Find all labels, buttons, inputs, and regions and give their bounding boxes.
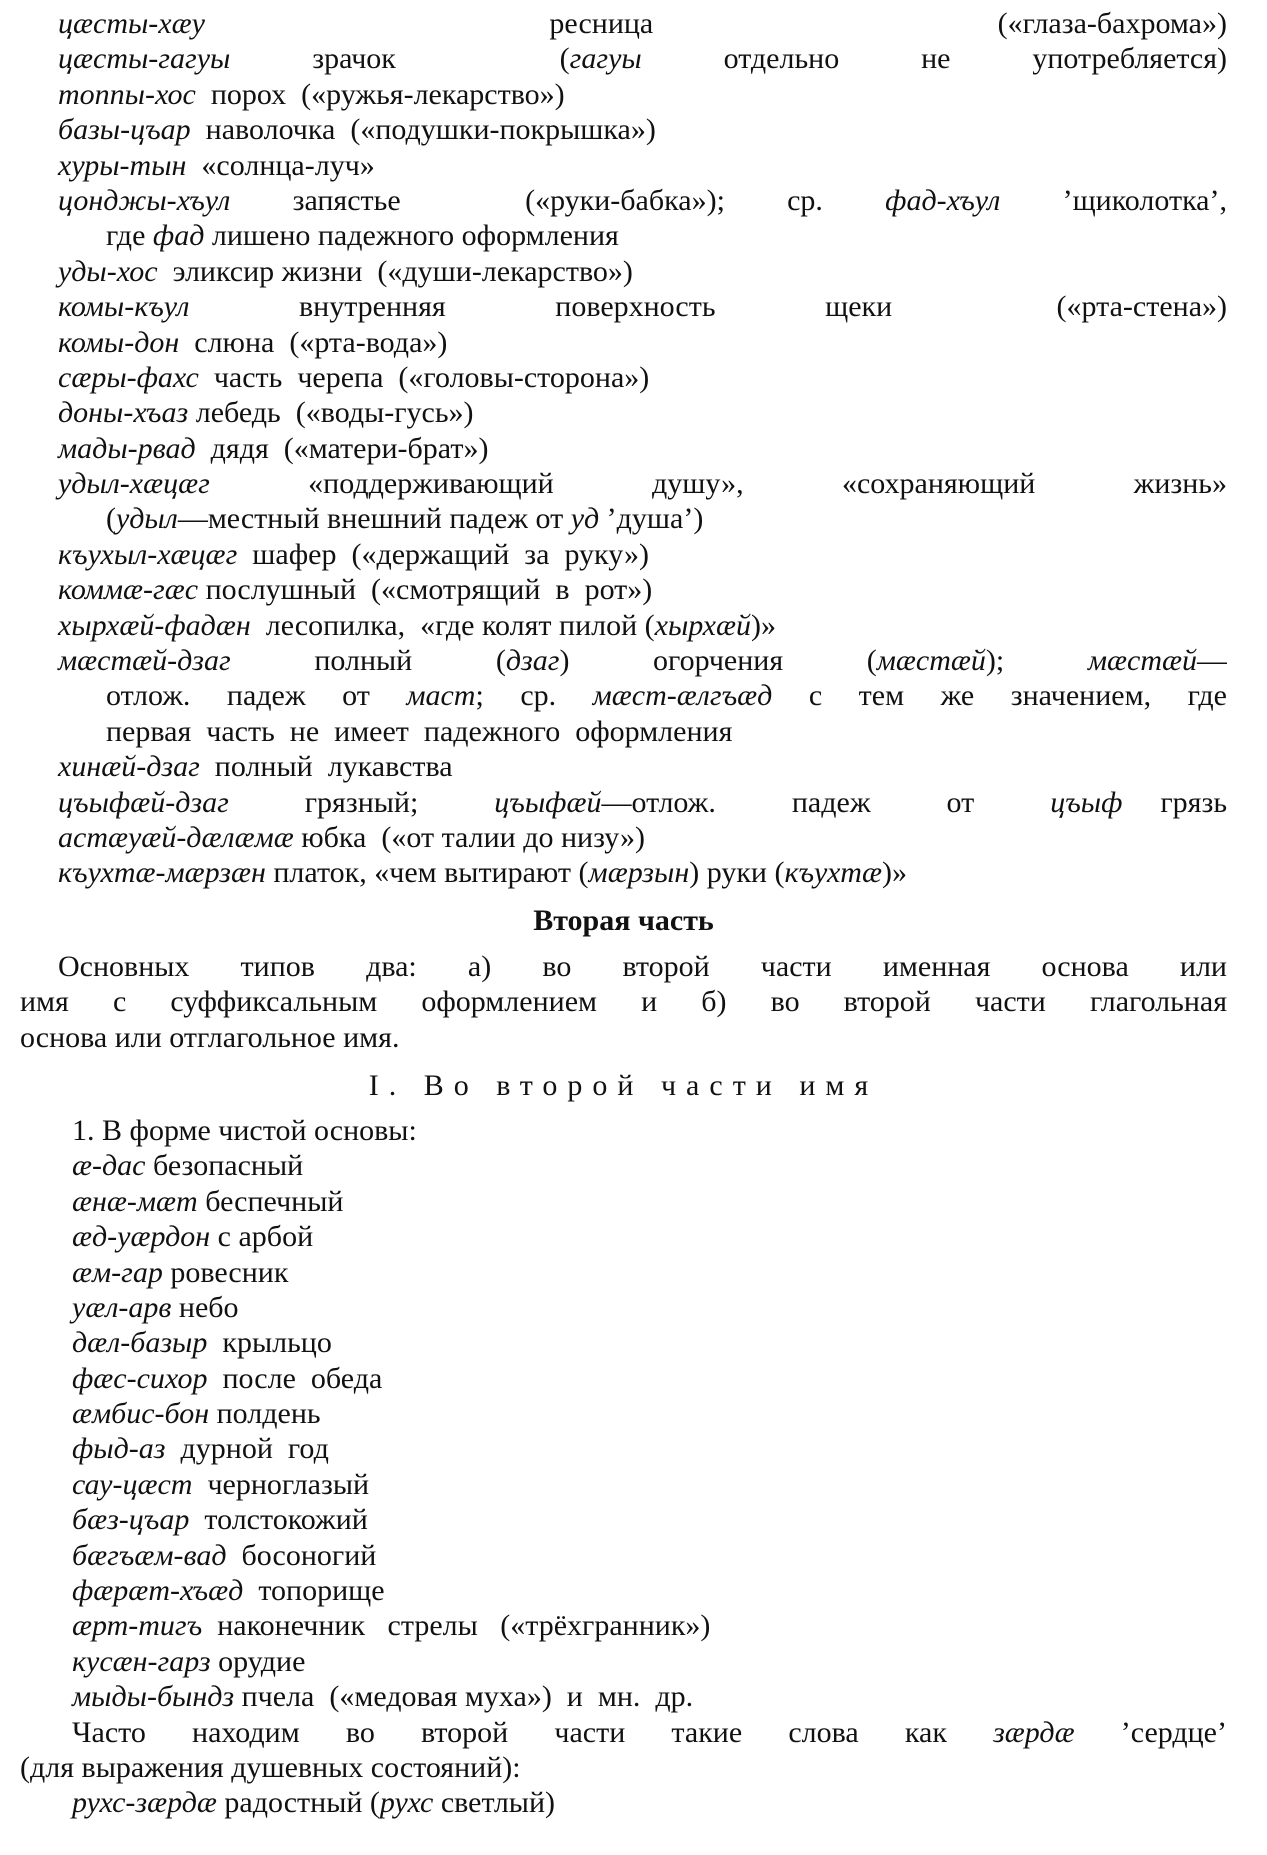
entry-term: æм-гар	[72, 1255, 163, 1289]
paragraph-line: (для выражения душевных состояний):	[20, 1750, 521, 1784]
entry-term: рухс-зæрдæ	[72, 1786, 217, 1820]
dictionary-entry	[20, 41, 1227, 76]
entry-gloss: дурной год	[165, 1432, 329, 1466]
entry-term: æрт-тигъ	[72, 1609, 203, 1643]
dictionary-entry	[20, 183, 1227, 218]
entry-gloss: грязный;	[228, 785, 495, 819]
entry-term: цæсты-хæу	[58, 7, 205, 40]
entry-term: фæрæт-хъæд	[72, 1574, 244, 1608]
entry-term: мæстæй-дзаг	[58, 644, 231, 678]
entry-term: топпы-хос	[58, 77, 196, 111]
dictionary-entry	[20, 254, 1227, 289]
entry-gloss: порох («ружья-лекарство»)	[195, 77, 565, 111]
entry-term: уæл-арв	[72, 1290, 172, 1324]
entry-gloss: —	[1197, 644, 1227, 678]
entry-gloss: наволочка («подушки-покрышка»)	[190, 113, 656, 147]
entry-term: зæрдæ	[993, 1715, 1075, 1749]
entry-gloss: босоногий	[226, 1538, 377, 1572]
entry-gloss: лебедь («воды-гусь»)	[188, 396, 474, 430]
list-item	[20, 1148, 1227, 1183]
list-item	[20, 1608, 1227, 1643]
entry-term: бæгъæм-вад	[72, 1538, 227, 1572]
entry-gloss: лесопилка, «где колят пилой (	[250, 608, 655, 642]
list-item	[20, 1255, 1227, 1290]
entry-gloss: полдень	[209, 1397, 321, 1431]
entry-term: къухтæ	[784, 856, 882, 890]
entry-gloss: после обеда	[207, 1361, 383, 1395]
entry-continuation	[20, 218, 1227, 253]
list-item	[20, 1361, 1227, 1396]
continuation-text: первая часть не имеет падежного оформления	[106, 714, 733, 748]
entry-term: цъыфæй	[494, 785, 602, 819]
list-item	[20, 1325, 1227, 1360]
list-item	[20, 1184, 1227, 1219]
entry-term: базы-цъар	[58, 113, 191, 147]
dictionary-entry	[20, 608, 1227, 643]
entry-gloss: «солнца-луч»	[186, 148, 375, 182]
entry-gloss: ) руки (	[689, 856, 785, 890]
dictionary-entry	[20, 6, 1227, 41]
list-intro: 1. В форме чистой основы:	[72, 1113, 417, 1147]
entry-gloss: юбка («от талии до низу»)	[293, 820, 646, 854]
subsection-heading: I. Во второй части имя	[368, 1068, 879, 1102]
continuation-text: лишено падежного оформления	[204, 219, 619, 253]
entry-gloss: )»	[881, 856, 907, 890]
continuation-text: с тем же значением, где	[772, 679, 1227, 713]
paragraph-text: ’сердце’	[1074, 1715, 1227, 1749]
continuation-text: —местный внешний падеж от	[177, 502, 571, 536]
entry-gloss: небо	[171, 1290, 239, 1324]
dictionary-entry	[20, 537, 1227, 572]
entry-term: къухтæ-мæрзæн	[58, 856, 266, 890]
dictionary-entry	[20, 572, 1227, 607]
entry-term: æнæ-мæт	[72, 1184, 198, 1218]
list-item	[20, 1396, 1227, 1431]
entry-term: хырхæй-фадæн	[58, 608, 251, 642]
entry-term: комы-къул	[58, 290, 190, 324]
continuation-text: (	[106, 502, 116, 536]
entry-gloss: с арбой	[210, 1220, 314, 1254]
paragraph-line: основа или отглагольное имя.	[20, 1020, 400, 1054]
entry-gloss: дядя («матери-брат»)	[195, 431, 489, 465]
entry-gloss: беспечный	[197, 1184, 344, 1218]
paragraph-line: Основных типов два: а) во второй части именная основа или	[58, 949, 1227, 983]
entry-term: сæры-фахс	[58, 360, 199, 394]
entry-term: фыд-аз	[72, 1432, 166, 1466]
entry-term: фæс-сихор	[72, 1361, 208, 1395]
entry-term: комы-дон	[58, 325, 180, 359]
entry-gloss: ) огорчения (	[559, 644, 877, 678]
dictionary-entry	[20, 360, 1227, 395]
dictionary-entry	[20, 112, 1227, 147]
entry-gloss: черноглазый	[192, 1467, 370, 1501]
entry-gloss: крыльцо	[207, 1326, 332, 1360]
continuation-text: ; ср.	[475, 679, 593, 713]
entry-continuation	[20, 501, 1227, 536]
list-item	[20, 1644, 1227, 1679]
entry-term: сау-цæст	[72, 1467, 193, 1501]
entry-gloss: эликсир жизни («души-лекарство»)	[157, 254, 633, 288]
entry-gloss: платок, «чем вытирают (	[265, 856, 589, 890]
entry-term: хырхæй	[654, 608, 751, 642]
entry-gloss: запястье («руки-бабка»); ср.	[230, 183, 886, 217]
list-item	[20, 1679, 1227, 1714]
entry-term: мыды-бындз	[72, 1680, 235, 1714]
entry-term: кусæн-гарз	[72, 1644, 211, 1678]
entry-term: дæл-базыр	[72, 1326, 208, 1360]
entry-term: мæрзын	[588, 856, 690, 890]
entry-term: уд	[570, 502, 600, 536]
entry-term: фад	[152, 219, 205, 253]
entry-gloss: толстокожий	[189, 1503, 368, 1537]
entry-term: рухс	[379, 1786, 434, 1820]
entry-term: астæуæй-дæлæмæ	[58, 820, 294, 854]
list-item	[20, 1502, 1227, 1537]
entry-term: æмбис-бон	[72, 1397, 210, 1431]
entry-term: къухыл-хæцæг	[58, 537, 238, 571]
dictionary-entry	[20, 148, 1227, 183]
entry-term: бæз-цъар	[72, 1503, 190, 1537]
entry-term: мæст-æлгъæд	[592, 679, 773, 713]
entry-gloss: внутренняя поверхность щеки («рта-стена»)	[189, 290, 1227, 324]
entry-term: хуры-тын	[58, 148, 187, 182]
entry-term: мады-рвад	[58, 431, 196, 465]
entry-term: мæстæй	[1087, 644, 1198, 678]
continuation-text: отлож. падеж от	[106, 679, 407, 713]
entry-gloss: шафер («держащий за руку»)	[237, 537, 649, 571]
entry-term: коммæ-гæс	[58, 573, 199, 607]
entry-gloss: «поддерживающий душу», «сохраняющий жизнь»	[209, 467, 1227, 501]
list-item	[20, 1219, 1227, 1254]
entry-term: фад-хъул	[885, 183, 1001, 217]
entry-gloss: грязь	[1122, 785, 1227, 819]
list-item	[20, 1538, 1227, 1573]
entry-gloss: орудие	[210, 1644, 306, 1678]
entry-term: цæсты-гагуы	[58, 42, 231, 76]
entry-term: дзаг	[505, 644, 560, 678]
dictionary-entry	[20, 643, 1227, 678]
continuation-text: где	[106, 219, 153, 253]
dictionary-entry	[20, 785, 1227, 820]
continuation-text: ’душа’)	[599, 502, 704, 536]
list-item	[20, 1431, 1227, 1466]
list-item	[20, 1785, 1227, 1820]
entry-term: цъыфæй-дзаг	[58, 785, 229, 819]
entry-term: удыл	[116, 502, 178, 536]
entry-term: удыл-хæцæг	[58, 467, 210, 501]
entry-gloss: ресница («глаза-бахрома»)	[204, 7, 1227, 40]
entry-gloss: —отлож. падеж от	[601, 785, 1051, 819]
dictionary-entry	[20, 431, 1227, 466]
entry-gloss: слюна («рта-вода»)	[179, 325, 448, 359]
entry-continuation	[20, 714, 1227, 749]
dictionary-entry	[20, 325, 1227, 360]
dictionary-entry	[20, 749, 1227, 784]
entry-term: маст	[406, 679, 476, 713]
entry-gloss: послушный («смотрящий в рот»)	[198, 573, 653, 607]
dictionary-entry	[20, 466, 1227, 501]
entry-gloss: зрачок (	[230, 42, 570, 76]
entry-gloss: ’щиколотка’,	[1000, 183, 1227, 217]
dictionary-entry	[20, 855, 1227, 890]
entry-term: уды-хос	[58, 254, 158, 288]
paragraph-line	[20, 1715, 1227, 1750]
entry-continuation	[20, 678, 1227, 713]
list-item	[20, 1573, 1227, 1608]
list-item	[20, 1290, 1227, 1325]
entry-term: мæстæй	[876, 644, 986, 678]
entry-gloss: наконечник стрелы («трёхгранник»)	[202, 1609, 711, 1643]
entry-term: хинæй-дзаг	[58, 750, 200, 784]
dictionary-entry	[20, 289, 1227, 324]
entry-term: гагуы	[569, 42, 642, 76]
entry-gloss: полный лукавства	[199, 750, 453, 784]
entry-term: æд-уæрдон	[72, 1220, 211, 1254]
paragraph-text: Часто находим во второй части такие слова как	[72, 1715, 994, 1749]
entry-gloss: );	[985, 644, 1088, 678]
entry-term: доны-хъаз	[58, 396, 189, 430]
entry-gloss: отдельно не употребляется)	[641, 42, 1227, 76]
list-item	[20, 1467, 1227, 1502]
entry-term: цъыф	[1050, 785, 1123, 819]
entry-gloss: ровесник	[162, 1255, 289, 1289]
entry-term: æ-дас	[72, 1149, 146, 1183]
entry-gloss: светлый)	[433, 1786, 555, 1820]
dictionary-entry	[20, 77, 1227, 112]
entry-gloss: часть черепа («головы-сторона»)	[198, 360, 650, 394]
entry-gloss: )»	[751, 608, 776, 642]
dictionary-entry	[20, 820, 1227, 855]
entry-term: цонджы-хъул	[58, 183, 231, 217]
paragraph-line: имя с суффиксальным оформлением и б) во второй части глагольная	[20, 985, 1227, 1019]
entry-gloss: топорище	[243, 1574, 385, 1608]
entry-gloss: пчела («медовая муха») и мн. др.	[234, 1680, 694, 1714]
entry-gloss: безопасный	[145, 1149, 304, 1183]
entry-gloss: радостный (	[216, 1786, 380, 1820]
entry-gloss: полный (	[230, 644, 506, 678]
dictionary-entry	[20, 395, 1227, 430]
section-heading: Вторая часть	[533, 903, 714, 937]
